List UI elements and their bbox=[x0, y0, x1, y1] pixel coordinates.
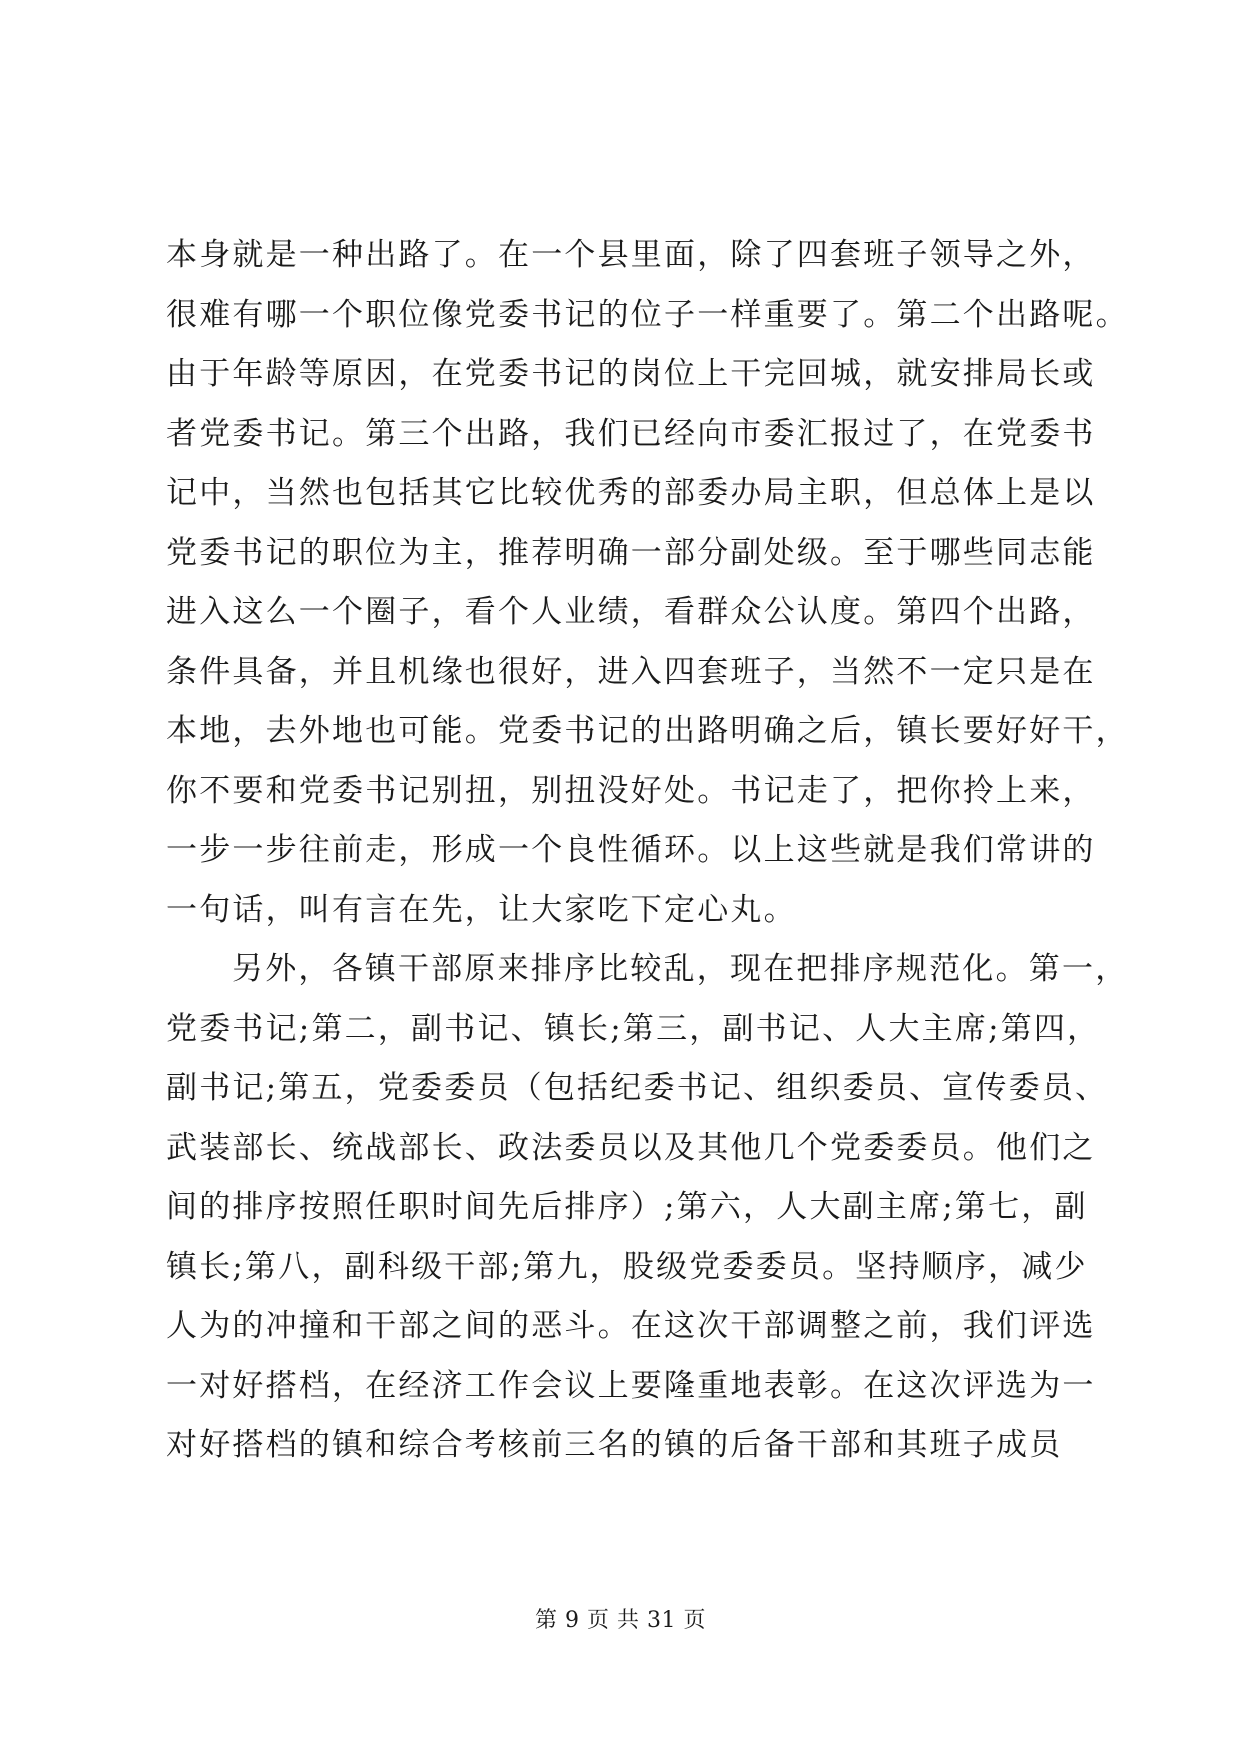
document-body bbox=[166, 226, 1129, 1476]
text-line: 记中，当然也包括其它比较优秀的部委办局主职，但总体上是以 bbox=[166, 475, 1096, 511]
paragraph-start-line: 另外，各镇干部原来排序比较乱，现在把排序规范化。第一， bbox=[232, 951, 1129, 987]
text-line: 本身就是一种出路了。在一个县里面，除了四套班子领导之外， bbox=[166, 237, 1096, 273]
text-line: 间的排序按照任职时间先后排序）;第六，人大副主席;第七，副 bbox=[166, 1189, 1088, 1225]
text-line: 进入这么一个圈子，看个人业绩，看群众公认度。第四个出路， bbox=[166, 594, 1096, 630]
text-line: 一步一步往前走，形成一个良性循环。以上这些就是我们常讲的 bbox=[166, 832, 1096, 868]
text-line: 条件具备，并且机缘也很好，进入四套班子，当然不一定只是在 bbox=[166, 653, 1096, 690]
text-line: 副书记;第五，党委委员（包括纪委书记、组织委员、宣传委员、 bbox=[166, 1070, 1109, 1106]
text-line: 武装部长、统战部长、政法委员以及其他几个党委委员。他们之 bbox=[166, 1129, 1096, 1166]
text-line: 人为的冲撞和干部之间的恶斗。在这次干部调整之前，我们评选 bbox=[166, 1308, 1096, 1344]
text-line: 对好搭档的镇和综合考核前三名的镇的后备干部和其班子成员 bbox=[166, 1427, 1063, 1463]
text-line: 你不要和党委书记别扭，别扭没好处。书记走了，把你拎上来， bbox=[166, 772, 1096, 809]
text-line: 一对好搭档，在经济工作会议上要隆重地表彰。在这次评选为一 bbox=[166, 1367, 1096, 1404]
text-line: 镇长;第八，副科级干部;第九，股级党委委员。坚持顺序，减少 bbox=[166, 1248, 1088, 1285]
text-line: 党委书记;第二，副书记、镇长;第三，副书记、人大主席;第四， bbox=[166, 1010, 1101, 1047]
text-line: 党委书记的职位为主，推荐明确一部分副处级。至于哪些同志能 bbox=[166, 534, 1096, 571]
page-number-footer: 第 9 页 共 31 页 bbox=[535, 1608, 706, 1633]
text-line: 一句话，叫有言在先，让大家吃下定心丸。 bbox=[166, 891, 797, 928]
text-line: 由于年龄等原因，在党委书记的岗位上干完回城，就安排局长或 bbox=[166, 356, 1096, 392]
text-line: 者党委书记。第三个出路，我们已经向市委汇报过了，在党委书 bbox=[166, 415, 1096, 452]
text-line: 很难有哪一个职位像党委书记的位子一样重要了。第二个出路呢。 bbox=[166, 296, 1129, 333]
text-line: 本地，去外地也可能。党委书记的出路明确之后，镇长要好好干， bbox=[166, 713, 1129, 749]
